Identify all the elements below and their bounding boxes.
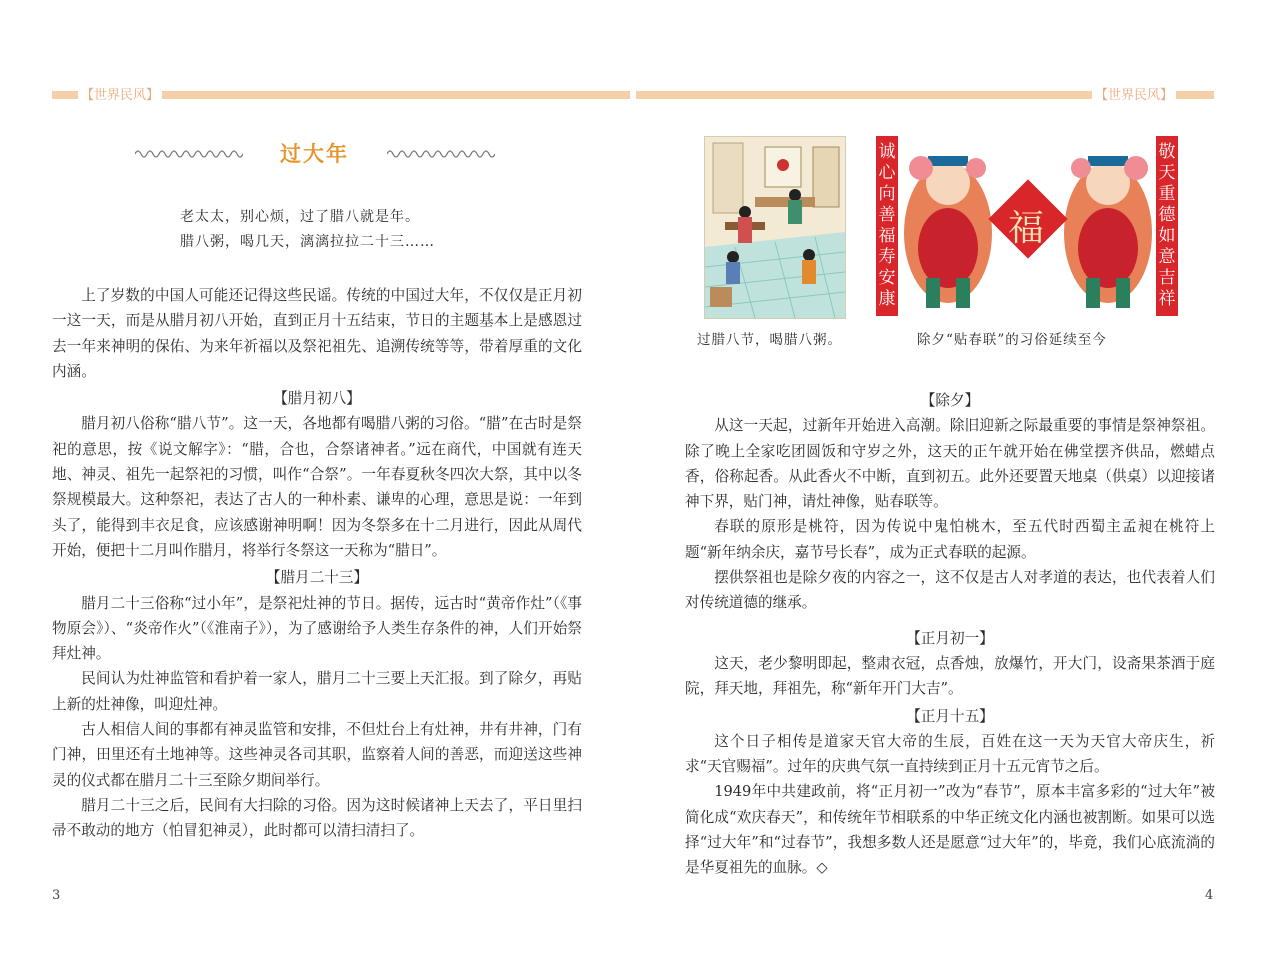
couplet-left: 诚心向善福寿安康 xyxy=(876,136,898,316)
section-heading-xiaonian: 【腊月二十三】 xyxy=(265,569,369,587)
page-number-right: 4 xyxy=(1205,888,1214,903)
paragraph: 民间认为灶神监管和看护着一家人，腊月二十三要上天汇报。到了除夕，再贴上新的灶神像，叫迎灶神。 xyxy=(52,670,582,713)
caption-couplets: 除夕“贴春联”的习俗延续至今 xyxy=(917,332,1107,348)
laba-illustration xyxy=(704,136,846,319)
section-tag-left: 【世界民风】 xyxy=(78,84,162,103)
fu-character: 福 xyxy=(1008,208,1045,249)
paragraph: 腊月二十三之后，民间有大扫除的习俗。因为这时候诸神上天去了，平日里扫帚不敢动的地方（怕冒犯神灵），此时都可以清扫清扫了。 xyxy=(52,796,582,840)
paragraph: 这天，老少黎明即起，整肃衣冠，点香烛，放爆竹，开大门，设斋果茶酒于庭院，拜天地，拜祖先，称“新年开门大吉”。 xyxy=(685,654,1215,698)
right-page-body xyxy=(685,386,1215,881)
paragraph: 1949年中共建政前，将“正月初一”改为“春节”，原本丰富多彩的“过大年”被简化成“欢庆春天”，和传统年节相联系的中华正统文化内涵也被割断。如果可以选择“过大年”和“过春节”，我想多数人还是愿意“过大年”的，毕竟，我们心底流淌的是华夏祖先的血脉。◇ xyxy=(685,783,1215,877)
intro-paragraph: 上了岁数的中国人可能还记得这些民谣。传统的中国过大年，不仅仅是正月初一这一天，而是从腊月初八开始，直到正月十五结束，节日的主题基本上是感恩过去一年来神明的保佑、为来年祈福以及祭祀祖先、追溯传统等等，带着厚重的文化内涵。 xyxy=(52,287,582,380)
section-tag-right: 【世界民风】 xyxy=(1092,84,1176,103)
folk-rhyme-line: 腊八粥，喝几天，漓漓拉拉二十三…… xyxy=(180,234,435,250)
page-number-left: 3 xyxy=(52,888,61,903)
paragraph: 腊月初八俗称“腊八节”。这一天，各地都有喝腊八粥的习俗。“腊”在古时是祭祀的意思，按《说文解字》：“腊，合也，合祭诸神者。”远在商代，中国就有连天地、神灵、祖先一起祭祀的习惯，叫作“合祭”。一年春夏秋冬四次大祭，其中以冬祭规模最大。这种祭祀，表达了古人的一种朴素、谦卑的心理，意思是说：一年到头了，能得到丰衣足食，应该感谢神明啊！因为冬祭多在十二月进行，因此从周代开始，便把十二月叫作腊月，将举行冬祭这一天称为“腊日”。 xyxy=(52,415,582,559)
paragraph: 从这一天起，过新年开始进入高潮。除旧迎新之际最重要的事情是祭神祭祖。除了晚上全家吃团圆饭和守岁之外，这天的正午就开始在佛堂摆齐供品，燃蜡点香，俗称起香。从此香火不中断，直到初五。此外还要置天地桌（供桌）以迎接诸神下界，贴门神，请灶神像，贴春联等。 xyxy=(685,417,1215,511)
caption-laba: 过腊八节，喝腊八粥。 xyxy=(697,332,842,348)
couplet-right: 敬天重德如意吉祥 xyxy=(1156,136,1178,316)
section-heading-laba: 【腊月初八】 xyxy=(273,390,361,408)
new-year-print xyxy=(876,128,1180,320)
article-title: 过大年 xyxy=(280,142,349,166)
paragraph: 春联的原形是桃符，因为传说中鬼怕桃木，至五代时西蜀主孟昶在桃符上题“新年纳余庆，嘉节号长春”，成为正式春联的起源。 xyxy=(685,518,1215,561)
paragraph: 这个日子相传是道家天官大帝的生辰，百姓在这一天为天官大帝庆生，祈求“天官赐福”。过年的庆典气氛一直持续到正月十五元宵节之后。 xyxy=(685,732,1215,776)
left-page-body xyxy=(52,283,582,844)
article-title-block xyxy=(135,138,435,170)
wave-ornament-left xyxy=(135,148,243,160)
section-heading-chuyi: 【正月初一】 xyxy=(906,629,994,647)
wave-ornament-right xyxy=(387,148,495,160)
paragraph: 古人相信人间的事都有神灵监管和安排，不但灶台上有灶神，井有井神，门有门神，田里还有土地神等。这些神灵各司其职，监察着人间的善恶，而迎送这些神灵的仪式都在腊月二十三至除夕期间举行。 xyxy=(52,721,582,789)
section-heading-chuxi: 【除夕】 xyxy=(920,392,980,409)
section-heading-shiwu: 【正月十五】 xyxy=(906,707,994,725)
paragraph: 腊月二十三俗称“过小年”，是祭祀灶神的节日。据传，远古时“黄帝作灶”（《事物原会》）、“炎帝作火”（《淮南子》），为了感谢给予人类生存条件的神，人们开始祭拜灶神。 xyxy=(52,594,582,663)
folk-rhyme xyxy=(180,205,435,255)
laba-scene-image xyxy=(705,137,845,318)
paragraph: 摆供祭祖也是除夕夜的内容之一，这不仅是古人对孝道的表达，也代表着人们对传统道德的继承。 xyxy=(685,569,1215,612)
folk-rhyme-line: 老太太，别心烦，过了腊八就是年。 xyxy=(180,209,420,225)
